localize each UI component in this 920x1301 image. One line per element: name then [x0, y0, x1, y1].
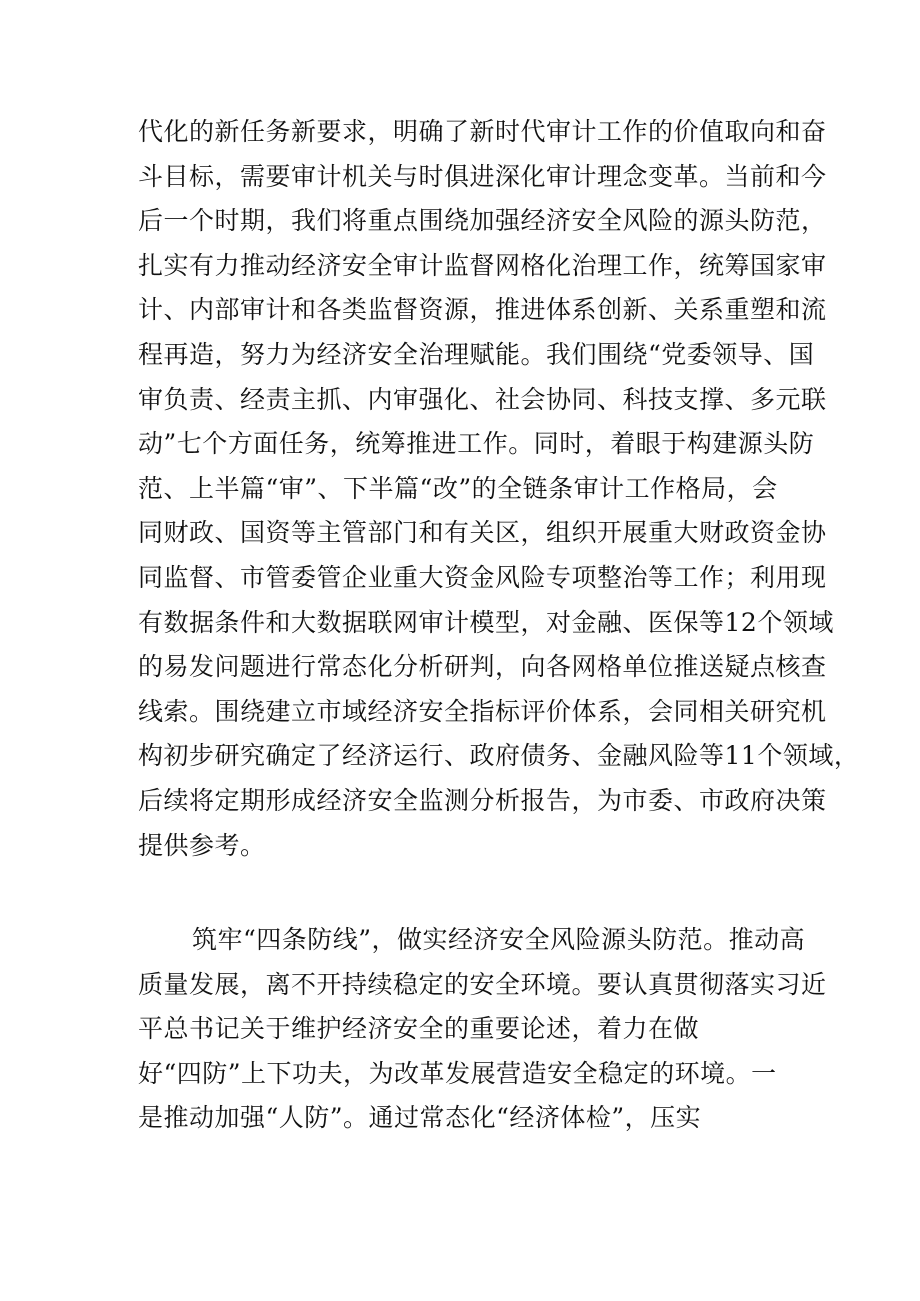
- text-line: 动”七个方面任务，统筹推进工作。同时，着眼于构建源头防: [138, 429, 815, 459]
- text-line: 的易发问题进行常态化分析研判，向各网格单位推送疑点核查: [138, 652, 827, 682]
- text-line: 斗目标，需要审计机关与时俱进深化审计理念变革。当前和今: [138, 161, 827, 191]
- paragraph-2: [138, 918, 827, 1141]
- text-line: 线索。围绕建立市域经济安全指标评价体系，会同相关研究机: [138, 696, 827, 726]
- text-line: 有数据条件和大数据联网审计模型，对金融、医保等12个领域: [138, 607, 834, 637]
- text-line: 程再造，努力为经济安全治理赋能。我们围绕“党委领导、国: [138, 339, 815, 369]
- paragraph-1: [138, 110, 860, 868]
- text-line: 是推动加强“人防”。通过常态化“经济体检”，压实: [138, 1103, 702, 1133]
- text-line: 平总书记关于维护经济安全的重要论述，着力在做: [138, 1014, 700, 1044]
- text-line: 同监督、市管委管企业重大资金风险专项整治等工作；利用现: [138, 562, 827, 592]
- text-line: 扎实有力推动经济安全审计监督网格化治理工作，统筹国家审: [138, 250, 827, 280]
- text-line: 同财政、国资等主管部门和有关区，组织开展重大财政资金协: [138, 518, 827, 548]
- text-line: 审负责、经责主抓、内审强化、社会协同、科技支撑、多元联: [138, 384, 827, 414]
- text-line: 好“四防”上下功夫，为改革发展营造安全稳定的环境。一: [138, 1058, 777, 1088]
- text-line: 提供参考。: [138, 830, 266, 860]
- text-line: 后一个时期，我们将重点围绕加强经济安全风险的源头防范，: [138, 206, 827, 236]
- text-line: 后续将定期形成经济安全监测分析报告，为市委、市政府决策: [138, 785, 827, 815]
- text-line: 筑牢“四条防线”，做实经济安全风险源头防范。推动高: [192, 925, 806, 954]
- text-line: 构初步研究确定了经济运行、政府债务、金融风险等11个领域，: [138, 741, 860, 771]
- text-line: 质量发展，离不开持续稳定的安全环境。要认真贯彻落实习近: [138, 969, 827, 999]
- text-line: 代化的新任务新要求，明确了新时代审计工作的价值取向和奋: [138, 117, 827, 146]
- text-line: 范、上半篇“审”、下半篇“改”的全链条审计工作格局，会: [138, 473, 778, 503]
- text-line: 计、内部审计和各类监督资源，推进体系创新、关系重塑和流: [138, 295, 827, 325]
